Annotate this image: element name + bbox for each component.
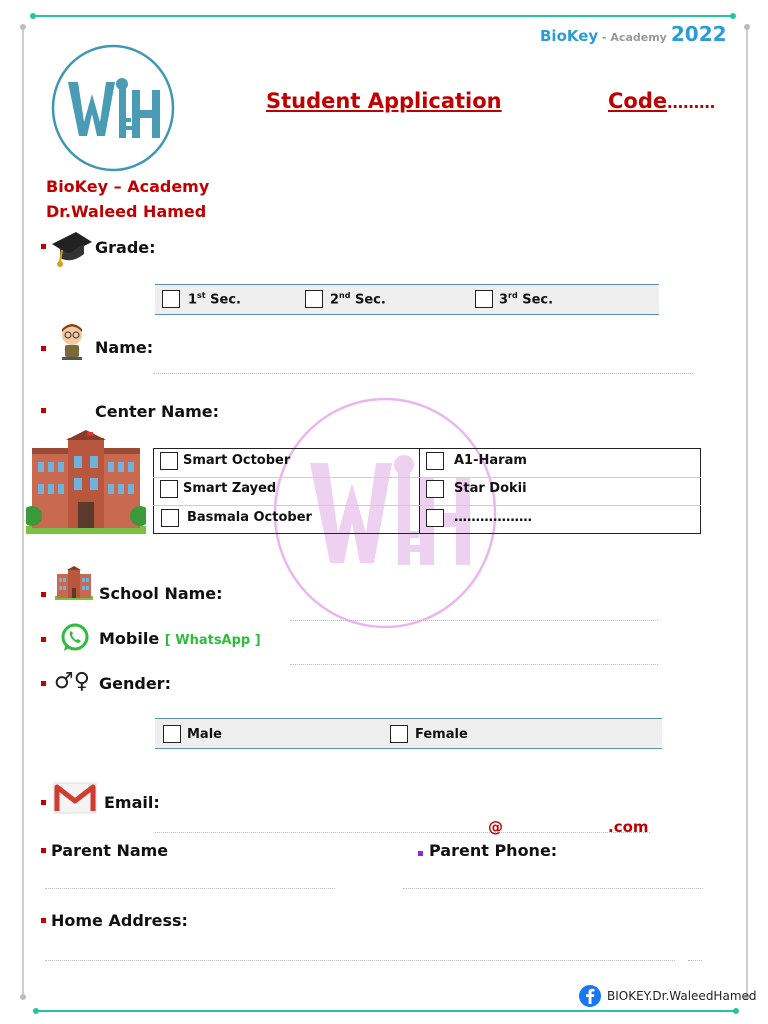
email-domain: .com	[608, 818, 649, 836]
frame-bottom-line	[36, 1010, 736, 1012]
center-other-blank: ………………	[454, 510, 532, 525]
center-a1-haram-checkbox[interactable]	[426, 452, 444, 470]
whatsapp-icon	[60, 623, 90, 653]
graduation-cap-icon	[50, 228, 94, 270]
mobile-label: Mobile [ WhatsApp ]	[99, 629, 261, 648]
gender-female-label: Female	[415, 727, 468, 742]
address-input-line-end[interactable]	[688, 960, 702, 961]
center-table-row-line	[153, 505, 701, 506]
school-label: School Name:	[99, 584, 223, 603]
frame-dot	[730, 13, 736, 19]
brand-suffix: - Academy	[598, 31, 667, 44]
center-option: Basmala October	[187, 510, 312, 525]
gender-options-bar	[155, 718, 662, 749]
mobile-input-line[interactable]	[290, 664, 658, 665]
brand-year: 2022	[670, 22, 727, 46]
code-field	[608, 89, 715, 113]
code-dots: ………	[667, 93, 716, 112]
bullet	[41, 408, 46, 413]
school-input-line[interactable]	[290, 620, 658, 621]
bullet	[418, 851, 423, 856]
name-label: Name:	[95, 338, 154, 357]
center-label: Center Name:	[95, 402, 220, 421]
student-icon	[57, 323, 87, 361]
email-at-sign: @	[488, 818, 503, 836]
grade-2-checkbox[interactable]	[305, 290, 323, 308]
frame-dot	[744, 24, 750, 30]
bullet	[41, 848, 46, 853]
bullet	[41, 800, 46, 805]
grade-1-label: 1st Sec.	[188, 291, 241, 308]
brand-header	[540, 22, 727, 46]
address-label: Home Address:	[51, 911, 188, 930]
frame-dot	[20, 24, 26, 30]
frame-dot	[33, 1008, 39, 1014]
parent-name-label: Parent Name	[51, 841, 169, 860]
grade-2-label: 2nd Sec.	[330, 291, 386, 308]
center-option: Smart Zayed	[183, 481, 277, 496]
facebook-icon	[578, 984, 602, 1008]
gmail-icon	[53, 781, 97, 815]
center-option: Star Dokii	[454, 481, 527, 496]
center-option: Smart October	[183, 453, 291, 468]
grade-1-checkbox[interactable]	[162, 290, 180, 308]
gender-female-checkbox[interactable]	[390, 725, 408, 743]
name-input-line[interactable]	[153, 373, 693, 374]
frame-dot	[20, 994, 26, 1000]
address-input-line[interactable]	[45, 960, 675, 961]
page-title: Student Application	[266, 89, 502, 113]
center-other-checkbox[interactable]	[426, 509, 444, 527]
bullet	[41, 681, 46, 686]
frame-dot	[30, 13, 36, 19]
frame-top-line	[33, 15, 733, 17]
logo-icon	[50, 44, 176, 172]
grade-label: Grade:	[95, 238, 156, 257]
center-table-row-line	[153, 477, 701, 478]
center-option: A1-Haram	[454, 453, 527, 468]
center-table-divider	[419, 448, 420, 534]
org-name: BioKey – Academy	[46, 177, 210, 196]
brand-name: BioKey	[540, 27, 599, 45]
bullet	[41, 918, 46, 923]
school-building-icon	[55, 566, 93, 600]
center-smart-october-checkbox[interactable]	[160, 452, 178, 470]
parent-phone-label: Parent Phone:	[429, 841, 558, 860]
code-label: Code	[608, 89, 668, 113]
frame-right-line	[746, 28, 748, 998]
facebook-handle[interactable]: BIOKEY.Dr.WaleedHamed	[607, 989, 757, 1003]
bullet	[41, 244, 46, 249]
grade-3-label: 3rd Sec.	[499, 291, 554, 308]
center-star-dokii-checkbox[interactable]	[426, 480, 444, 498]
gender-symbols-icon: ♂♀	[54, 669, 90, 694]
gender-label: Gender:	[99, 674, 171, 693]
bullet	[41, 592, 46, 597]
gender-male-label: Male	[187, 727, 222, 742]
center-basmala-october-checkbox[interactable]	[161, 509, 179, 527]
bullet	[41, 346, 46, 351]
bullet	[41, 637, 46, 642]
teacher-name: Dr.Waleed Hamed	[46, 202, 207, 221]
email-input-line[interactable]	[155, 832, 650, 833]
gender-male-checkbox[interactable]	[163, 725, 181, 743]
frame-left-line	[22, 28, 24, 998]
email-label: Email:	[104, 793, 160, 812]
grade-3-checkbox[interactable]	[475, 290, 493, 308]
center-smart-zayed-checkbox[interactable]	[160, 480, 178, 498]
frame-dot	[733, 1008, 739, 1014]
school-building-icon	[26, 430, 146, 534]
parent-name-input-line[interactable]	[45, 888, 335, 889]
parent-phone-input-line[interactable]	[403, 888, 703, 889]
whatsapp-note: [ WhatsApp ]	[164, 633, 261, 648]
